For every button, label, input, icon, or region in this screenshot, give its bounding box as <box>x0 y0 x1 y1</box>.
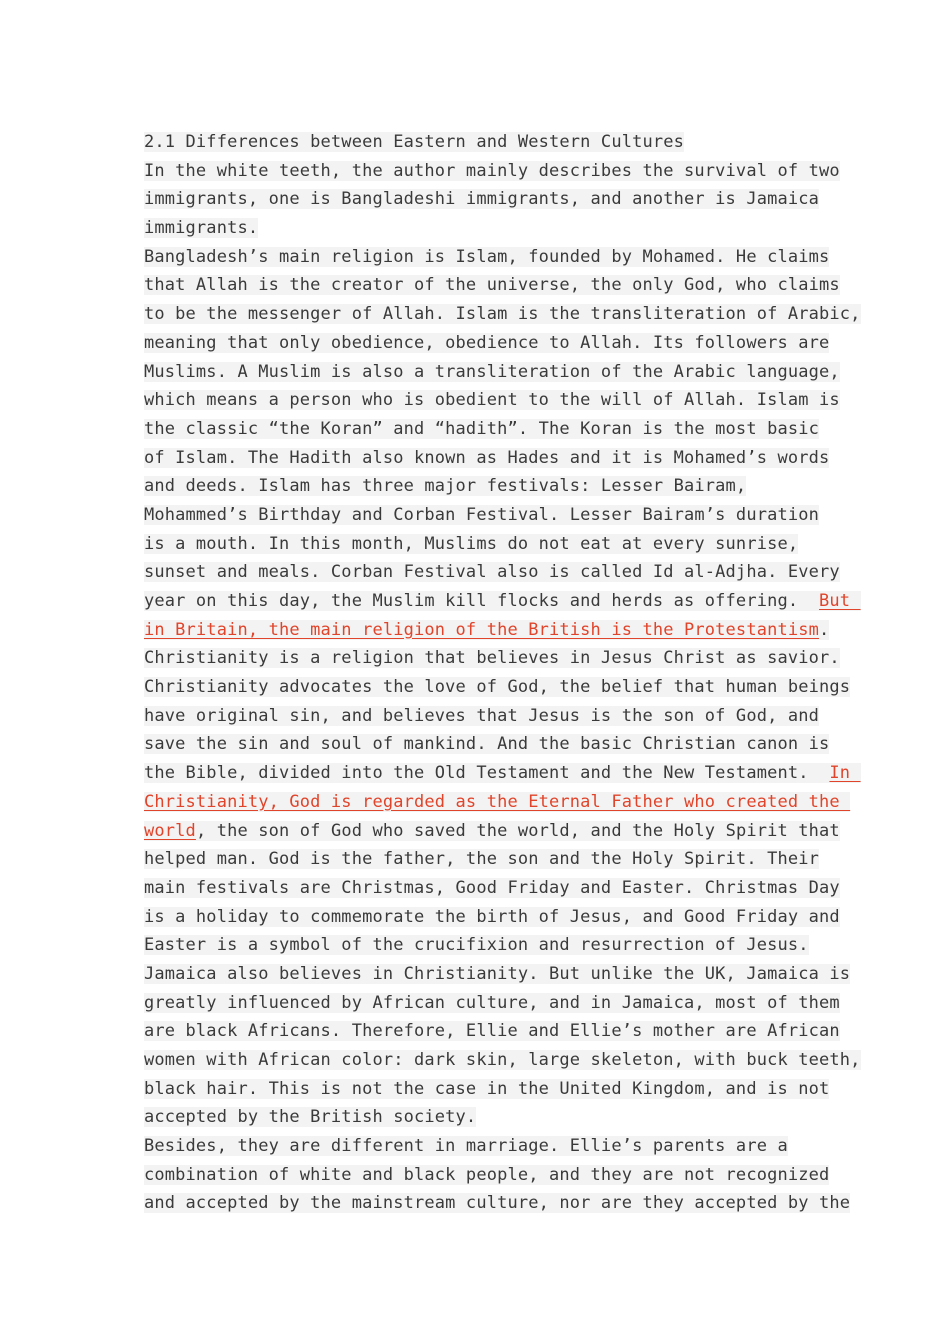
text-line <box>144 329 830 358</box>
body-text: save the sin and soul of mankind. And the basic Christian canon is <box>144 734 830 755</box>
text-line <box>144 644 840 673</box>
text-line <box>144 1103 809 1132</box>
body-text: immigrants, one is Bangladeshi immigrants, and another is Jamaica <box>144 189 820 210</box>
text-line <box>144 989 840 1018</box>
body-text: and accepted by the mainstream culture, nor are they accepted by the <box>144 1193 851 1214</box>
body-text: the classic “the Koran” and “hadith”. The Koran is the most basic <box>144 418 820 439</box>
body-text: combination of white and black people, and they are not recognized <box>144 1164 830 1185</box>
text-line <box>144 702 820 731</box>
body-text: and deeds. Islam has three major festivals: Lesser Bairam, <box>144 476 747 497</box>
body-text: of Islam. The Hadith also known as Hades and it is Mohamed’s words <box>144 447 830 468</box>
text-line <box>144 874 840 903</box>
body-text: Christianity advocates the love of God, the belief that human beings <box>144 677 851 698</box>
body-text: Muslims. A Muslim is also a transliteration of the Arabic language, <box>144 361 840 382</box>
body-text: immigrants. <box>144 218 259 239</box>
text-line <box>144 1189 851 1218</box>
body-text: Christianity is a religion that believes in Jesus Christ as savior. <box>144 648 840 669</box>
text-line <box>144 472 809 501</box>
body-text: Mohammed’s Birthday and Corban Festival. Lesser Bairam’s duration <box>144 504 820 525</box>
text-line <box>144 673 851 702</box>
text-line <box>144 558 840 587</box>
body-text: main festivals are Christmas, Good Friday and Easter. Christmas Day <box>144 877 840 898</box>
text-line <box>144 616 830 645</box>
text-line <box>144 415 820 444</box>
text-line <box>144 845 820 874</box>
highlighted-text: In <box>829 763 861 784</box>
section-heading <box>144 128 809 157</box>
text-line <box>144 185 820 214</box>
highlighted-text: Christianity, God is regarded as the Eternal Father who created the <box>144 791 851 812</box>
body-text: , the son of God who saved the world, and the Holy Spirit that <box>195 820 840 841</box>
text-line <box>144 243 830 272</box>
body-text: Jamaica also believes in Christianity. But unlike the UK, Jamaica is <box>144 963 851 984</box>
body-text: women with African color: dark skin, large skeleton, with buck teeth, <box>144 1050 861 1070</box>
text-line <box>144 300 861 329</box>
text-line <box>144 1161 830 1190</box>
body-text: are black Africans. Therefore, Ellie and Ellie’s mother are African <box>144 1021 840 1042</box>
text-line <box>144 759 861 788</box>
text-line <box>144 903 840 932</box>
body-text: Easter is a symbol of the crucifixion and resurrection of Jesus. <box>144 935 809 956</box>
text-line <box>144 358 840 387</box>
text-line <box>144 817 840 846</box>
text-line <box>144 444 830 473</box>
body-text: to be the messenger of Allah. Islam is the transliteration of Arabic, <box>144 304 861 325</box>
body-text: is a mouth. In this month, Muslims do not eat at every sunrise, <box>144 533 799 554</box>
text-line <box>144 214 809 243</box>
document-body <box>144 128 861 1218</box>
text-line <box>144 960 851 989</box>
body-text: Bangladesh’s main religion is Islam, founded by Mohamed. He claims <box>144 246 830 267</box>
text-line <box>144 931 809 960</box>
body-text: . <box>819 619 830 640</box>
body-text: meaning that only obedience, obedience to Allah. Its followers are <box>144 332 830 353</box>
body-text: year on this day, the Muslim kill flocks and herds as offering. <box>144 591 820 611</box>
text-line <box>144 501 820 530</box>
highlighted-text: But <box>819 591 861 611</box>
section-heading-text: 2.1 Differences between Eastern and Western Cultures <box>144 132 685 152</box>
text-line <box>144 271 840 300</box>
text-line <box>144 587 861 616</box>
text-line <box>144 386 840 415</box>
text-line <box>144 730 830 759</box>
body-text: greatly influenced by African culture, and in Jamaica, most of them <box>144 992 840 1013</box>
body-text: In the white teeth, the author mainly describes the survival of two <box>144 160 840 181</box>
text-line <box>144 1132 809 1161</box>
highlighted-text: in Britain, the main religion of the British is the Protestantism <box>144 619 820 640</box>
text-line <box>144 1046 861 1075</box>
body-text: that Allah is the creator of the universe, the only God, who claims <box>144 275 840 296</box>
body-text: is a holiday to commemorate the birth of Jesus, and Good Friday and <box>144 906 840 927</box>
body-text: have original sin, and believes that Jesus is the son of God, and <box>144 705 820 726</box>
text-line <box>144 1017 840 1046</box>
body-text: Besides, they are different in marriage. Ellie’s parents are a <box>144 1136 788 1157</box>
body-text: sunset and meals. Corban Festival also is called Id al-Adjha. Every <box>144 562 840 583</box>
body-text: which means a person who is obedient to the will of Allah. Islam is <box>144 390 840 411</box>
body-text: the Bible, divided into the Old Testament and the New Testament. <box>144 763 830 784</box>
text-line <box>144 530 809 559</box>
body-text: black hair. This is not the case in the United Kingdom, and is not <box>144 1078 830 1099</box>
text-line <box>144 788 851 817</box>
text-line <box>144 1075 830 1104</box>
body-text: accepted by the British society. <box>144 1107 477 1128</box>
body-text: helped man. God is the father, the son and the Holy Spirit. Their <box>144 849 820 870</box>
text-line <box>144 157 840 186</box>
highlighted-text: world <box>144 820 196 841</box>
